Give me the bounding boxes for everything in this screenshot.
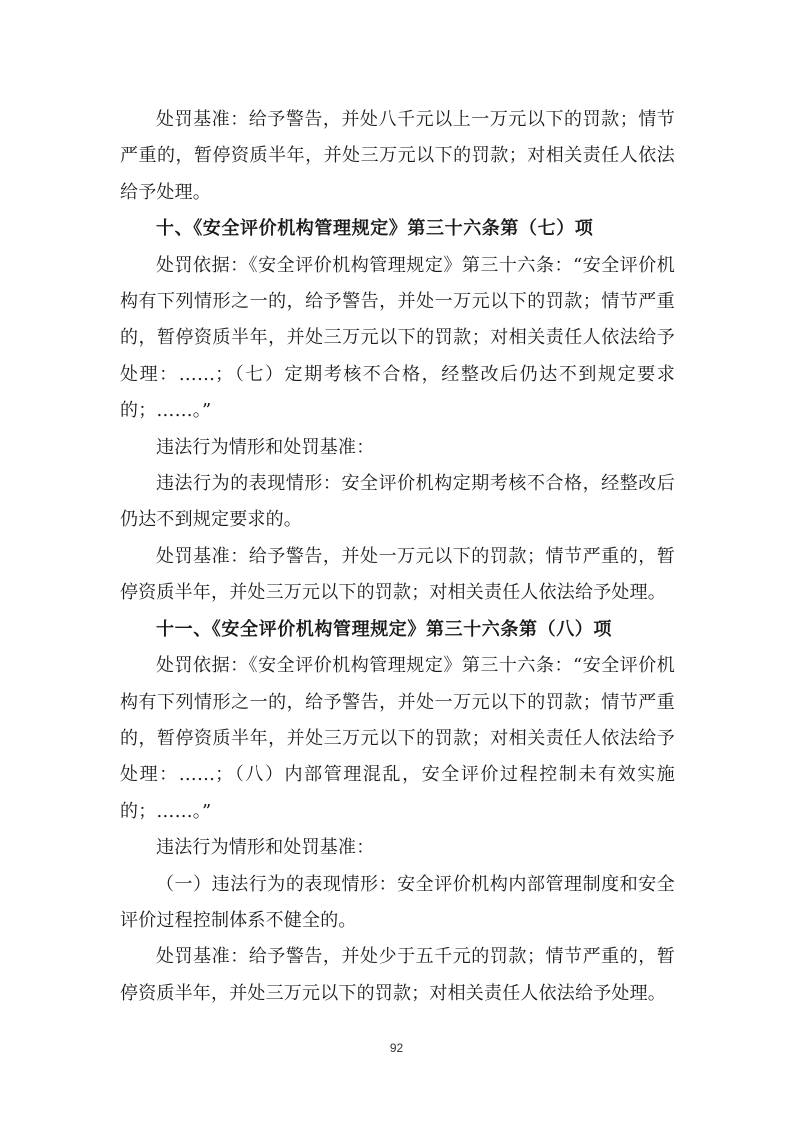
section-heading-11: 十一、《安全评价机构管理规定》第三十六条第（八）项 <box>156 618 612 640</box>
penalty-standard-paragraph: 处罚基准：给予警告，并处少于五千元的罚款；情节严重的，暂停资质半年，并处三万元以下的罚款；对相关责任人依法给予处理。 <box>120 946 675 1004</box>
section-heading-10: 十、《安全评价机构管理规定》第三十六条第（七）项 <box>156 218 594 240</box>
violation-description-paragraph: （一）违法行为的表现情形：安全评价机构内部管理制度和安全评价过程控制体系不健全的。 <box>120 873 675 931</box>
violation-description-paragraph: 违法行为的表现情形：安全评价机构定期考核不合格，经整改后仍达不到规定要求的。 <box>120 473 675 531</box>
penalty-basis-paragraph: 处罚依据：《安全评价机构管理规定》第三十六条：“安全评价机构有下列情形之一的，给予警告，并处一万元以下的罚款；情节严重的，暂停资质半年，并处三万元以下的罚款；对相关责任人依法给予处理：……；（七）定期考核不合格，经整改后仍达不到规定要求的；……。” <box>120 254 675 422</box>
violation-intro-paragraph: 违法行为情形和处罚基准： <box>156 837 375 859</box>
penalty-standard-paragraph: 处罚基准：给予警告，并处八千元以上一万元以下的罚款；情节严重的，暂停资质半年，并处三万元以下的罚款；对相关责任人依法给予处理。 <box>120 109 675 203</box>
penalty-basis-paragraph: 处罚依据：《安全评价机构管理规定》第三十六条：“安全评价机构有下列情形之一的，给予警告，并处一万元以下的罚款；情节严重的，暂停资质半年，并处三万元以下的罚款；对相关责任人依法给予处理：……；（八）内部管理混乱，安全评价过程控制未有效实施的；……。” <box>120 655 675 822</box>
penalty-standard-paragraph: 处罚基准：给予警告，并处一万元以下的罚款；情节严重的，暂停资质半年，并处三万元以下的罚款；对相关责任人依法给予处理。 <box>120 545 675 604</box>
document-body <box>120 102 675 1012</box>
page-number: 92 <box>389 1041 404 1055</box>
violation-intro-paragraph: 违法行为情形和处罚基准： <box>156 436 375 458</box>
